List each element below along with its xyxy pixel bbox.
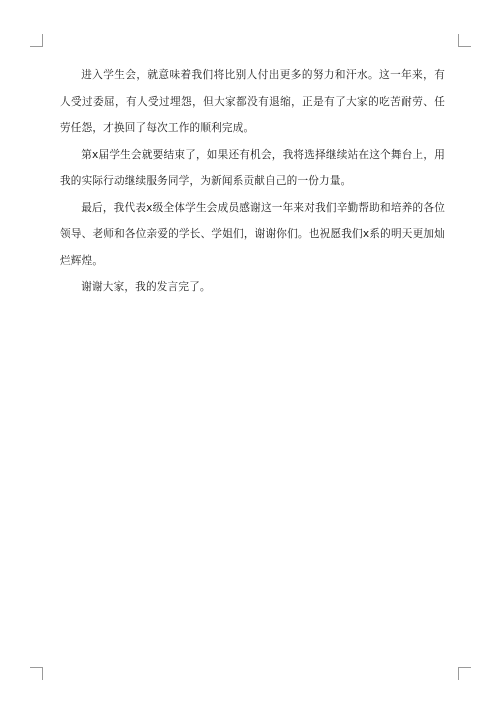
crop-mark-bottom-right — [458, 667, 471, 680]
crop-mark-bottom-left — [30, 667, 43, 680]
paragraph-3: 最后，我代表x级全体学生会成员感谢这一年来对我们辛勤帮助和培养的各位领导、老师和各位亲爱的学长、学姐们，谢谢你们。也祝愿我们x系的明天更加灿烂辉煌。 — [60, 201, 445, 267]
paragraph-2: 第x届学生会就要结束了，如果还有机会，我将选择继续站在这个舞台上，用我的实际行动继续服务同学，为新闻系贡献自己的一份力量。 — [60, 148, 445, 187]
paragraph-1: 进入学生会，就意味着我们将比别人付出更多的努力和汗水。这一年来，有人受过委屈，有人受过埋怨，但大家都没有退缩，正是有了大家的吃苦耐劳、任劳任怨，才换回了每次工作的顺利完成。 — [60, 69, 445, 134]
crop-mark-top-right — [458, 34, 471, 47]
crop-mark-top-left — [30, 34, 43, 47]
document-body — [60, 62, 445, 301]
paragraph-4: 谢谢大家，我的发言完了。 — [81, 281, 211, 293]
